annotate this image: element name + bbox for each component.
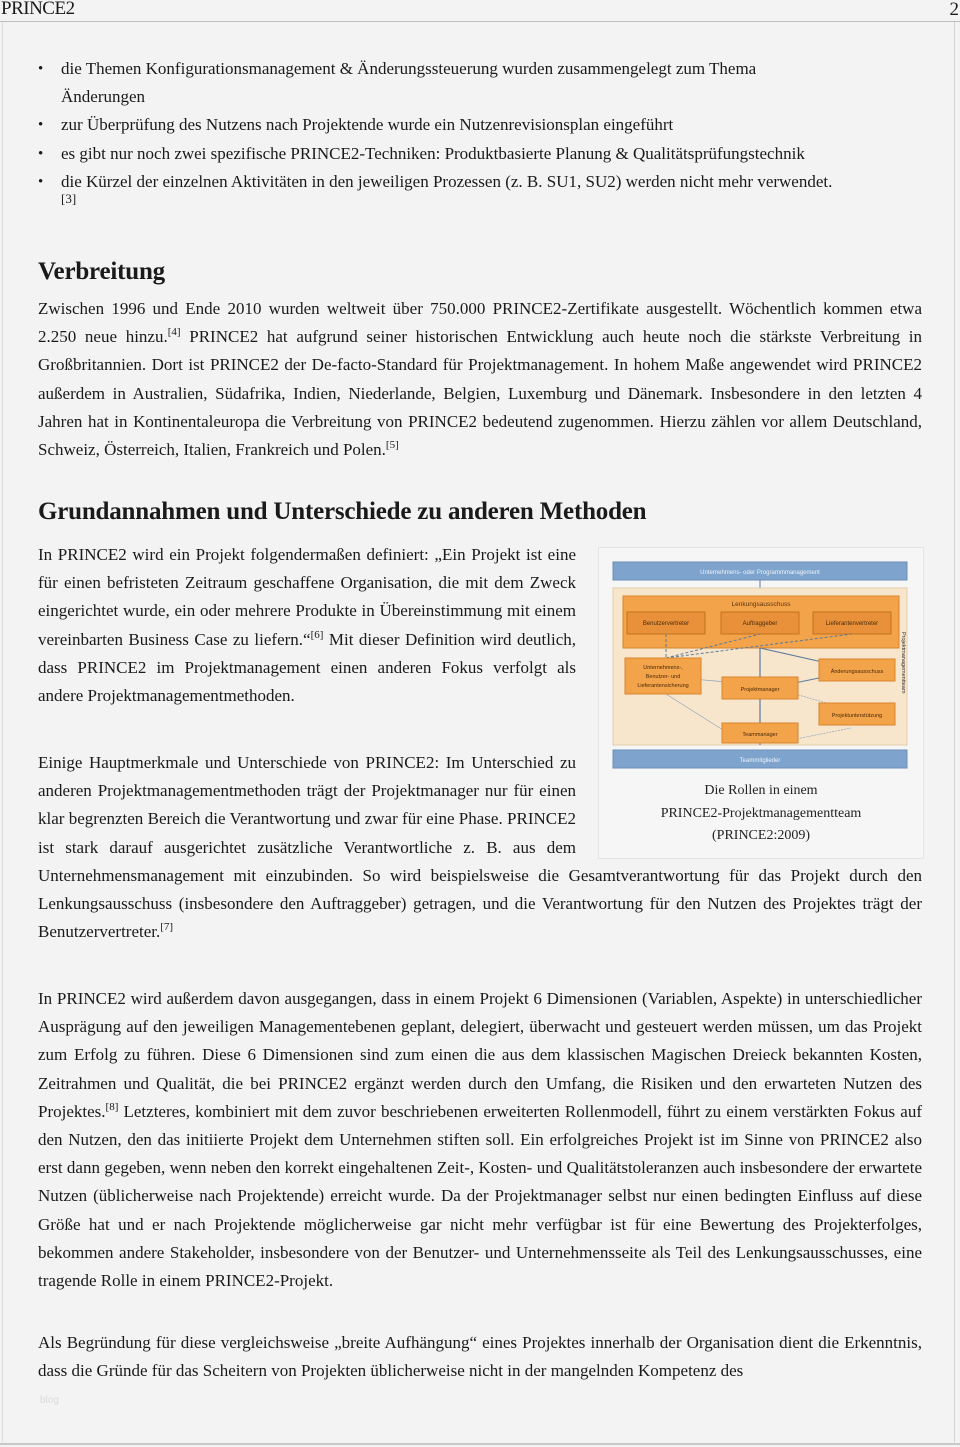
paragraph-verbreitung: Zwischen 1996 und Ende 2010 wurden weltweit über 750.000 PRINCE2-Zertifikate ausgestellt. Wöchentlich kommen etwa 2.250 neue hinzu.[4] PRINCE2 hat aufgrund seiner historischen Entwicklung auch heute noch die stärkste Verbreitung in Großbritannien. Dort ist PRINCE2 der De-facto-Standard für Projektmanagement. In hohem Maße angewendet wird PRINCE2 außerdem in Australien, Südafrika, Indien, Niederlande, Belgien, Luxemburg und Dänemark. Insbesondere in den letzten 4 Jahren hat in Kontinentaleuropa die Verbreitung von PRINCE2 bedeutend zugenommen. Hierzu zählen vor allem Deutschland, Schweiz, Österreich, Italien, Frankreich und Polen.[5] <box>38 299 922 460</box>
paragraph-begruendung: Als Begründung für diese vergleichsweise „breite Aufhängung“ eines Projektes innerhalb der Organisation dient die Erkenntnis, dass die Gründe für das Scheitern von Projekten üblicherweise nicht in der mangelnden Kompetenz des <box>38 1333 922 1381</box>
svg-text:Änderungsausschuss: Änderungsausschuss <box>830 669 884 675</box>
svg-text:Lenkungsausschuss: Lenkungsausschuss <box>731 601 791 608</box>
bullet-icon: • <box>38 145 44 162</box>
bullet-icon: • <box>38 61 44 77</box>
bullet-icon: • <box>38 173 44 190</box>
figure-caption: Die Rollen in einem PRINCE2-Projektmanagementteam (PRINCE2:2009) <box>660 783 862 843</box>
footnote-ref-7[interactable]: [7] <box>160 921 174 934</box>
footnote-ref-5[interactable]: [5] <box>385 439 399 452</box>
running-title: PRINCE2 <box>1 0 75 19</box>
page-header <box>0 0 960 22</box>
svg-text:Teammitglieder: Teammitglieder <box>739 758 781 764</box>
svg-text:Projektmanagementteam: Projektmanagementteam <box>900 632 906 694</box>
footnote-ref-8[interactable]: [8] <box>105 1100 119 1113</box>
svg-text:Projektmanager: Projektmanager <box>740 687 780 693</box>
svg-text:Benutzervertreter: Benutzervertreter <box>642 621 690 627</box>
page-frame-bottom <box>0 1443 960 1445</box>
page-frame-left <box>2 22 3 1442</box>
page-number: 2 <box>949 0 959 20</box>
paragraph-hauptmerkmale: Einige Hauptmerkmale und Unterschiede von PRINCE2: Im Unterschied zu anderen Projektmanagementmethoden trägt der Projektmanager nur für einen klar begrenzten Bereich die Verantwortung und zwar für eine Phase. PRINCE2 ist stark darauf ausgerichtet zusätzliche Verantwortliche z. B. aus dem Unternehmensmanagement mit einzubinden. So wird beispielsweise die Gesamtverantwortung für das Projekt durch den Lenkungsausschuss (insbesondere den Auftraggeber) getragen, und die Verantwortung für den Nutzen des Projektes trägt der Benutzervertreter.[7] <box>38 753 922 942</box>
svg-text:Teammanager: Teammanager <box>742 732 778 738</box>
paragraph-definition: In PRINCE2 wird ein Projekt folgendermaßen definiert: „Ein Projekt ist eine für einen befristeten Zeitraum geschaffene Organisation, die mit dem Zweck eingerichtet wurde, ein oder mehrere Produkte in Übereinstimmung mit einem vereinbarten Business Case zu liefern.“[6] Mit dieser Definition wird deutlich, dass PRINCE2 im Projektmanagement einen anderen Fokus verfolgt als andere Projektmanagementmethoden. <box>38 545 577 706</box>
svg-text:Projektunterstützung: Projektunterstützung <box>831 713 883 719</box>
list-item: • die Themen Konfigurationsmanagement & Änderungssteuerung wurden zusammengelegt zum Thema Änderungen <box>38 55 922 111</box>
section-heading-verbreitung: Verbreitung <box>38 258 165 285</box>
svg-text:Lieferantenvertreter: Lieferantenvertreter <box>825 621 879 627</box>
svg-text:Unternehmens-,: Unternehmens-, <box>643 665 683 671</box>
svg-text:Lieferantensicherung: Lieferantensicherung <box>637 683 689 689</box>
change-list <box>38 55 922 206</box>
svg-text:Unternehmens- oder Programmman: Unternehmens- oder Programmmanagement <box>700 570 820 576</box>
svg-text:Auftraggeber: Auftraggeber <box>742 621 778 627</box>
footnote-ref-4[interactable]: [4] <box>167 326 181 339</box>
footnote-ref-6[interactable]: [6] <box>310 628 324 641</box>
watermark: blog <box>40 1395 59 1406</box>
list-item: • es gibt nur noch zwei spezifische PRINCE2-Techniken: Produktbasierte Planung & Qualitätsprüfungstechnik <box>38 140 922 168</box>
list-item: • zur Überprüfung des Nutzens nach Projektende wurde ein Nutzenrevisionsplan eingeführt <box>38 111 922 139</box>
section-heading-grundannahmen: Grundannahmen und Unterschiede zu anderen Methoden <box>38 498 647 525</box>
footnote-ref-3[interactable]: [3] <box>61 191 77 207</box>
bullet-icon: • <box>38 117 44 134</box>
page-frame-right <box>954 22 955 1442</box>
svg-text:Benutzer- und: Benutzer- und <box>645 674 681 680</box>
list-item: • die Kürzel der einzelnen Aktivitäten in den jeweiligen Prozessen (z. B. SU1, SU2) werden nicht mehr verwendet. [3] <box>38 168 922 206</box>
paragraph-dimensionen: In PRINCE2 wird außerdem davon ausgegangen, dass in einem Projekt 6 Dimensionen (Variablen, Aspekte) in unterschiedlicher Ausprägung auf den jeweiligen Managementebenen geplant, delegiert, überwacht und gesteuert werden müssen, um das Projekt zum Erfolg zu führen. Diese 6 Dimensionen sind zum einen die aus dem klassischen Magischen Dreieck bekannten Kosten, Zeitrahmen und Qualität, die bei PRINCE2 ergänzt werden durch den Umfang, die Risiken und den erwarteten Nutzen des Projektes.[8] Letzteres, kombiniert mit dem zuvor beschriebenen erweiterten Rollenmodell, führt zu einem verstärkten Fokus auf den Nutzen, den das initiierte Projekt dem Unternehmen stiften soll. Ein erfolgreiches Projekt ist im Sinne von PRINCE2 also erst dann gegeben, wenn neben den korrekt eingehaltenen Zeit-, Kosten- und Qualitätstoleranzen auch insbesondere der erwartete Nutzen (üblicherweise nach Projektende) erreicht wurde. Da der Projektmanager selbst nur einen bedingten Einfluss auf diese Größe hat und er nach Projektende möglicherweise gar nicht mehr verfügbar ist für eine Bewertung des Projekterfolges, bekommen andere Stakeholder, insbesondere von der Benutzer- und Unternehmensseite als Teil des Lenkungsausschusses, eine tragende Rolle in einem PRINCE2-Projekt. <box>38 989 922 1291</box>
roles-diagram[interactable] <box>611 560 909 772</box>
roles-figure <box>598 547 924 859</box>
